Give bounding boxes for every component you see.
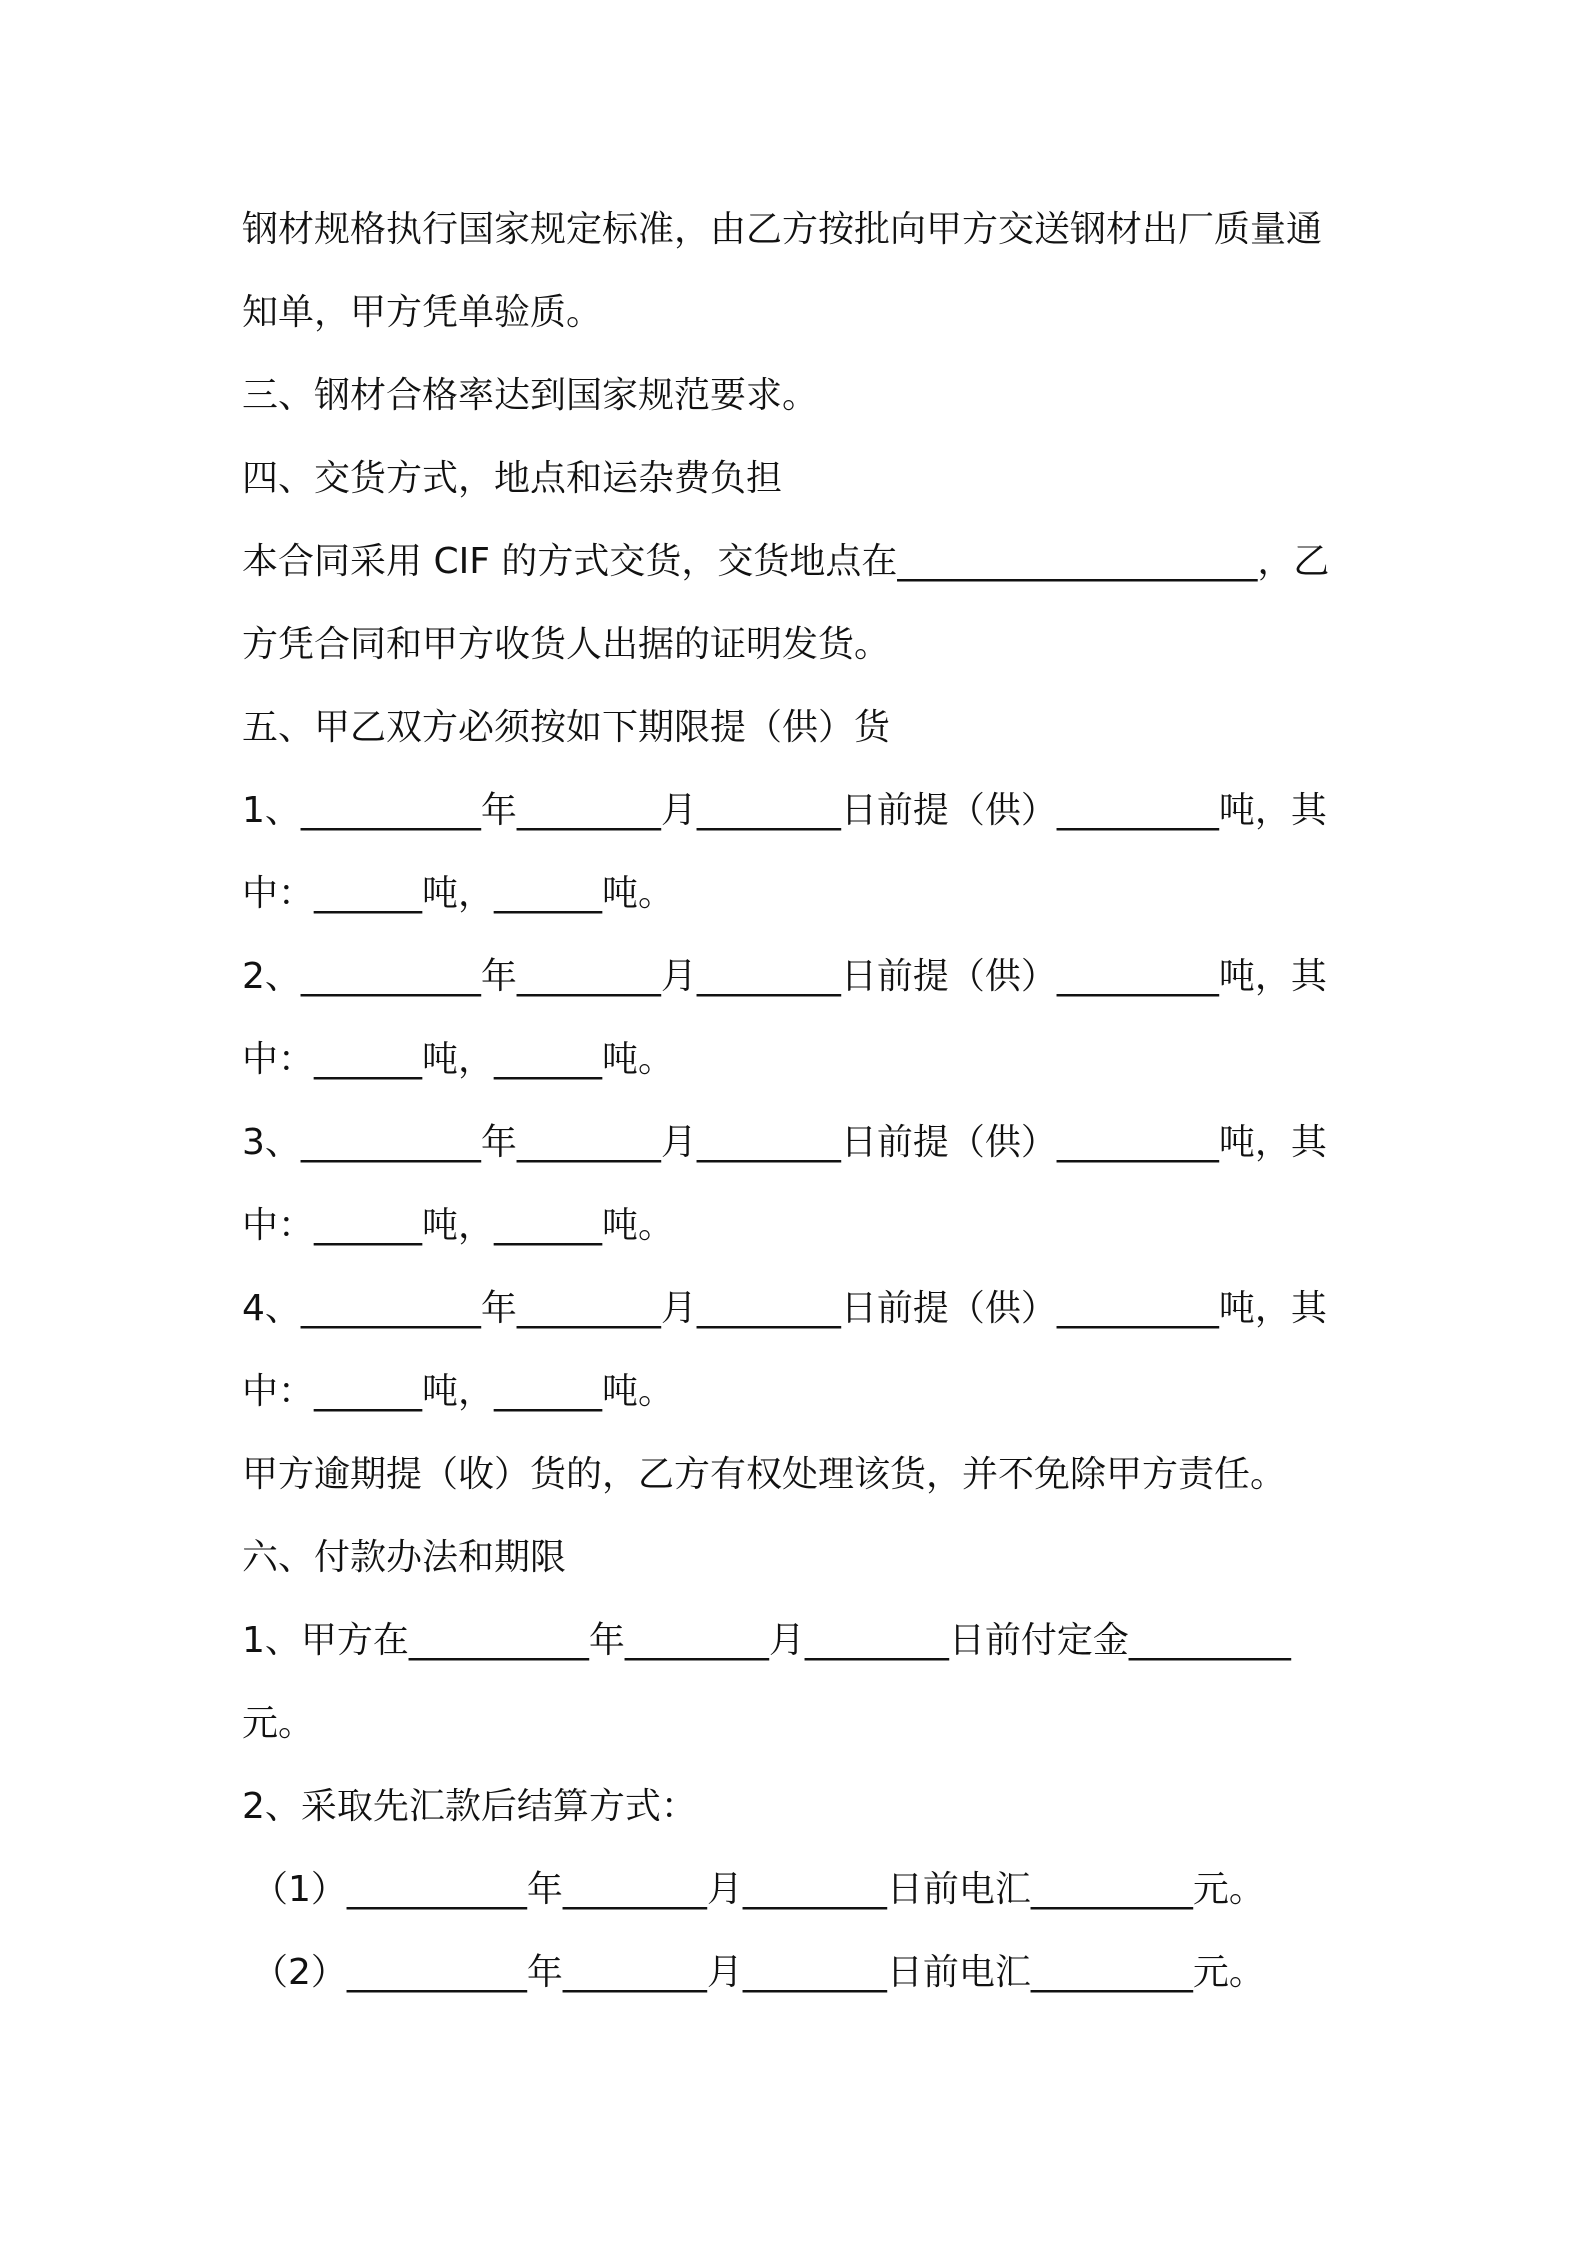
- paragraph-line-6: 方凭合同和甲方收货人出据的证明发货。: [242, 624, 891, 665]
- delivery-item-1-detail: 中：______吨，______吨。: [242, 873, 675, 914]
- paragraph-line-2: 知单，甲方凭单验质。: [242, 292, 603, 333]
- section-heading-3: 三、钢材合格率达到国家规范要求。: [242, 375, 819, 416]
- paragraph-line-1: 钢材规格执行国家规定标准，由乙方按批向甲方交送钢材出厂质量通: [242, 209, 1323, 250]
- payment-subitem-1: （1）__________年________月________日前电汇_________元。: [252, 1869, 1265, 1910]
- section-heading-4: 四、交货方式，地点和运杂费负担: [242, 458, 783, 499]
- payment-item-2: 2、采取先汇款后结算方式：: [242, 1786, 697, 1827]
- delivery-item-1: 1、__________年________月________日前提（供）_________吨，其: [242, 790, 1327, 831]
- paragraph-line-5: 本合同采用 CIF 的方式交货，交货地点在____________________，乙: [242, 541, 1330, 582]
- delivery-item-3: 3、__________年________月________日前提（供）_________吨，其: [242, 1122, 1327, 1163]
- payment-item-1-detail: 元。: [242, 1703, 315, 1744]
- delivery-item-4-detail: 中：______吨，______吨。: [242, 1371, 675, 1412]
- delivery-item-3-detail: 中：______吨，______吨。: [242, 1205, 675, 1246]
- delivery-item-4: 4、__________年________月________日前提（供）_________吨，其: [242, 1288, 1327, 1329]
- delivery-item-2-detail: 中：______吨，______吨。: [242, 1039, 675, 1080]
- paragraph-overdue: 甲方逾期提（收）货的，乙方有权处理该货，并不免除甲方责任。: [242, 1454, 1287, 1495]
- payment-item-1: 1、甲方在__________年________月________日前付定金_________: [242, 1620, 1291, 1661]
- section-heading-5: 五、甲乙双方必须按如下期限提（供）货: [242, 707, 891, 748]
- payment-subitem-2: （2）__________年________月________日前电汇_________元。: [252, 1952, 1265, 1993]
- delivery-item-2: 2、__________年________月________日前提（供）_________吨，其: [242, 956, 1327, 997]
- section-heading-6: 六、付款办法和期限: [242, 1537, 567, 1578]
